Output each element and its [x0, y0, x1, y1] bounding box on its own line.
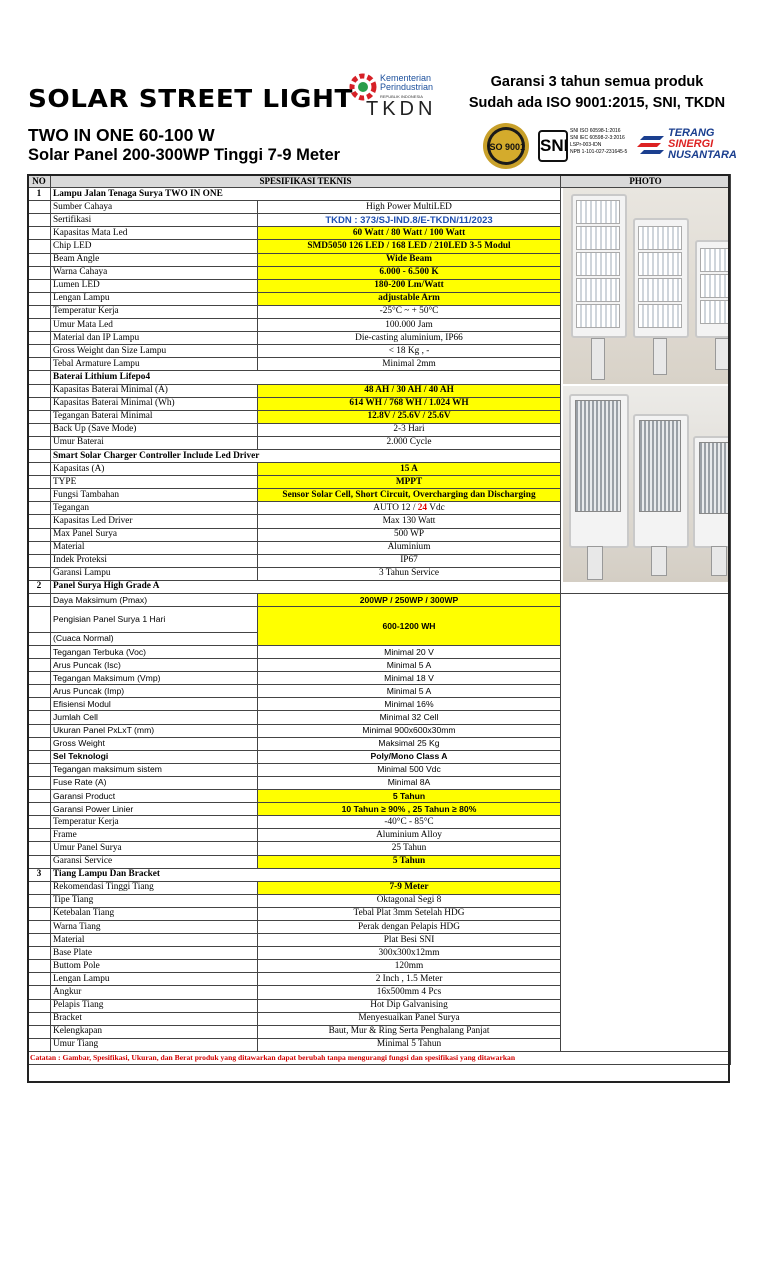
row-label: Gross Weight dan Size Lampu [51, 345, 258, 358]
led-module [638, 304, 682, 328]
table-row [28, 855, 731, 868]
row-label: Garansi Product [51, 790, 258, 803]
row-label: Buttom Pole [51, 960, 258, 973]
tkdn-ministry-text: Kementerian Perindustrian [380, 73, 434, 92]
row-value: Minimal 20 V [258, 646, 561, 659]
table-row [28, 737, 731, 750]
row-label: Angkur [51, 986, 258, 999]
row-value: Sensor Solar Cell, Short Circuit, Overcharging dan Discharging [258, 489, 561, 502]
row-value: 12.8V / 25.6V / 25.6V [258, 410, 561, 423]
tkdn-text: TKDN [366, 98, 437, 120]
sni-mark: SNI [538, 130, 568, 162]
sni-line: SNI ISO 60598-1:2016 [570, 128, 621, 134]
row-value: Minimal 2mm [258, 358, 561, 371]
row-value: Poly/Mono Class A [258, 750, 561, 763]
terang-sinergi-logo [636, 128, 736, 164]
row-label: Tegangan Baterai Minimal [51, 410, 258, 423]
row-value: 10 Tahun ≥ 90% , 25 Tahun ≥ 80% [258, 803, 561, 816]
row-label: Arus Puncak (Isc) [51, 659, 258, 672]
row-label: Max Panel Surya [51, 528, 258, 541]
row-label: Sel Teknologi [51, 750, 258, 763]
table-row [28, 934, 731, 947]
sni-lines [570, 128, 627, 156]
row-label: Lumen LED [51, 279, 258, 292]
section-title: Lampu Jalan Tenaga Surya TWO IN ONE [51, 188, 561, 201]
row-value: 16x500mm 4 Pcs [258, 986, 561, 999]
sni-line: LSPr-003-IDN [570, 142, 602, 148]
row-value: Aluminium Alloy [258, 829, 561, 842]
row-value: Minimal 16% [258, 698, 561, 711]
table-row [28, 947, 731, 960]
lamp-arm [651, 546, 667, 576]
lamp-arm [715, 338, 729, 370]
row-value: 2-3 Hari [258, 423, 561, 436]
row-value: Baut, Mur & Ring Serta Penghalang Panjat [258, 1025, 561, 1038]
led-module [638, 252, 682, 276]
lamp-arm [587, 546, 603, 580]
row-value: 60 Watt / 80 Watt / 100 Watt [258, 227, 561, 240]
row-value: 2.000 Cycle [258, 436, 561, 449]
lamp-arm [591, 338, 605, 380]
subtitle-panel: Solar Panel 200-300WP Tinggi 7-9 Meter [28, 146, 341, 164]
row-label: Temperatur Kerja [51, 305, 258, 318]
row-label: Bracket [51, 1012, 258, 1025]
row-value: SMD5050 126 LED / 168 LED / 210LED 3-5 Modul [258, 240, 561, 253]
row-value: 2 Inch , 1.5 Meter [258, 973, 561, 986]
row-value: Hot Dip Galvanising [258, 999, 561, 1012]
row-value: adjustable Arm [258, 292, 561, 305]
row-label: Pelapis Tiang [51, 999, 258, 1012]
tsn-line: SINERGI [668, 138, 714, 150]
table-row [28, 646, 731, 659]
iso-badge-icon [482, 122, 530, 170]
tkdn-country: REPUBLIK INDONESIA [380, 94, 423, 99]
table-row [28, 607, 731, 633]
row-value: Oktagonal Segi 8 [258, 894, 561, 907]
led-module [638, 226, 682, 250]
row-label: Arus Puncak (Imp) [51, 685, 258, 698]
row-label: Temperatur Kerja [51, 816, 258, 829]
row-label: Material [51, 934, 258, 947]
row-label: Kapasitas Baterai Minimal (A) [51, 384, 258, 397]
disclaimer-note: Catatan : Gambar, Spesifikasi, Ukuran, dan Berat produk yang ditawarkan dapat berubah tanpa mengurangi fungsi dan spesifikasi yang ditawarkan [28, 1051, 731, 1064]
row-label: Umur Mata Led [51, 319, 258, 332]
row-value: 7-9 Meter [258, 881, 561, 894]
row-label: Ketebalan Tiang [51, 907, 258, 920]
table-row [28, 960, 731, 973]
row-value: Wide Beam [258, 253, 561, 266]
row-value: < 18 Kg , - [258, 345, 561, 358]
row-value: TKDN : 373/SJ-IND.8/E-TKDN/11/2023 [258, 214, 561, 227]
note-row [28, 1051, 731, 1064]
led-module [700, 274, 731, 298]
row-label: Back Up (Save Mode) [51, 423, 258, 436]
row-label: Ukuran Panel PxLxT (mm) [51, 724, 258, 737]
lamp-arm [653, 338, 667, 375]
table-row [28, 750, 731, 763]
tsn-line: TERANG [668, 127, 715, 139]
table-row [28, 763, 731, 776]
table-row [28, 724, 731, 737]
row-label: Umur Tiang [51, 1038, 258, 1051]
row-value: 5 Tahun [258, 790, 561, 803]
section-no: 1 [28, 188, 51, 201]
row-label: Sumber Cahaya [51, 201, 258, 214]
iso-label: ISO 9001 [486, 142, 526, 152]
led-module [576, 200, 620, 224]
row-label: Garansi Lampu [51, 567, 258, 580]
table-row [28, 920, 731, 933]
table-row [28, 659, 731, 672]
table-row [28, 881, 731, 894]
table-row [28, 672, 731, 685]
row-label: Frame [51, 829, 258, 842]
row-value: Minimal 32 Cell [258, 711, 561, 724]
row-value: Plat Besi SNI [258, 934, 561, 947]
table-header [28, 175, 731, 188]
row-value: Minimal 500 Vdc [258, 763, 561, 776]
subsection-title: Smart Solar Charger Controller Include Led Driver [51, 449, 561, 462]
row-value: 200WP / 250WP / 300WP [258, 594, 561, 607]
table-row [28, 842, 731, 855]
row-label: Kapasitas Mata Led [51, 227, 258, 240]
row-value: 614 WH / 768 WH / 1.024 WH [258, 397, 561, 410]
section-no: 3 [28, 868, 51, 881]
row-value: Menyesuaikan Panel Surya [258, 1012, 561, 1025]
table-row [28, 1025, 731, 1038]
led-module [576, 226, 620, 250]
section-title: Panel Surya High Grade A [51, 580, 561, 593]
sni-line: SNI IEC 60598-2-3:2016 [570, 135, 625, 141]
sni-logo [538, 128, 633, 166]
row-label: Umur Panel Surya [51, 842, 258, 855]
row-value: Minimal 5 A [258, 659, 561, 672]
row-value: Max 130 Watt [258, 515, 561, 528]
row-label: Fuse Rate (A) [51, 776, 258, 789]
col-no: NO [28, 175, 51, 188]
led-module [576, 278, 620, 302]
table-row [28, 711, 731, 724]
tsn-text [668, 128, 737, 161]
row-value: Minimal 5 A [258, 685, 561, 698]
subtitle-power: TWO IN ONE 60-100 W [28, 125, 215, 145]
row-value: -25°C ~ + 50°C [258, 305, 561, 318]
table-row [28, 1012, 731, 1025]
row-value: Minimal 5 Tahun [258, 1038, 561, 1051]
heatsink [639, 420, 681, 512]
stripes-icon [636, 134, 664, 156]
row-label: Kelengkapan [51, 1025, 258, 1038]
row-value: IP67 [258, 554, 561, 567]
row-value: Maksimal 25 Kg [258, 737, 561, 750]
voltage-unit: Vdc [427, 502, 445, 513]
row-label: Tegangan [51, 502, 258, 515]
row-value: 300x300x12mm [258, 947, 561, 960]
table-row [28, 803, 731, 816]
col-photo: PHOTO [561, 175, 731, 188]
page-title: SOLAR STREET LIGHT [28, 84, 353, 113]
row-label: Warna Tiang [51, 920, 258, 933]
led-module [700, 300, 731, 324]
row-label: Garansi Service [51, 855, 258, 868]
tsn-line: NUSANTARA [668, 149, 737, 161]
row-value: 48 AH / 30 AH / 40 AH [258, 384, 561, 397]
row-value: Minimal 8A [258, 776, 561, 789]
row-value: 5 Tahun [258, 855, 561, 868]
row-label: Beam Angle [51, 253, 258, 266]
tkdn-ministry [380, 74, 456, 101]
col-spec: SPESIFIKASI TEKNIS [51, 175, 561, 188]
row-value: Minimal 18 V [258, 672, 561, 685]
row-label: Base Plate [51, 947, 258, 960]
row-label: Umur Baterai [51, 436, 258, 449]
row-label: Indek Proteksi [51, 554, 258, 567]
table-row [28, 907, 731, 920]
row-label: Tipe Tiang [51, 894, 258, 907]
led-module [638, 278, 682, 302]
row-label: Kapasitas Led Driver [51, 515, 258, 528]
table-row [28, 685, 731, 698]
row-label: TYPE [51, 476, 258, 489]
photo-lamps-front [563, 188, 731, 384]
row-value: Die-casting aluminium, IP66 [258, 332, 561, 345]
row-value: Tebal Plat 3mm Setelah HDG [258, 907, 561, 920]
row-label: Sertifikasi [51, 214, 258, 227]
row-label: Jumlah Cell [51, 711, 258, 724]
voltage-highlight: 24 [417, 502, 428, 513]
section-title: Tiang Lampu Dan Bracket [51, 868, 561, 881]
row-value: 100.000 Jam [258, 319, 561, 332]
row-label: Kapasitas Baterai Minimal (Wh) [51, 397, 258, 410]
row-value [258, 502, 561, 515]
voltage-text: AUTO 12 / [373, 502, 418, 513]
table-row [28, 790, 731, 803]
lamp-arm [711, 546, 727, 576]
row-value: 6.000 - 6.500 K [258, 266, 561, 279]
row-label: Rekomendasi Tinggi Tiang [51, 881, 258, 894]
tkdn-logo [348, 72, 456, 122]
row-value: 15 A [258, 463, 561, 476]
row-value: 3 Tahun Service [258, 567, 561, 580]
warranty-line-2: Sudah ada ISO 9001:2015, SNI, TKDN [468, 95, 726, 111]
table-row [28, 698, 731, 711]
warranty-line-1: Garansi 3 tahun semua produk [490, 74, 704, 90]
table-row [28, 999, 731, 1012]
row-label: Tegangan Terbuka (Voc) [51, 646, 258, 659]
row-label-cont: (Cuaca Normal) [51, 632, 258, 645]
row-value: Minimal 900x600x30mm [258, 724, 561, 737]
table-row [28, 973, 731, 986]
row-value: 120mm [258, 960, 561, 973]
row-value: Perak dengan Pelapis HDG [258, 920, 561, 933]
row-value: Aluminium [258, 541, 561, 554]
row-label: Lengan Lampu [51, 973, 258, 986]
table-row [28, 776, 731, 789]
section-1-header [28, 188, 731, 201]
row-label: Efisiensi Modul [51, 698, 258, 711]
row-label: Tegangan maksimum sistem [51, 763, 258, 776]
row-label: Chip LED [51, 240, 258, 253]
warranty-text [462, 72, 732, 114]
heatsink [699, 442, 731, 514]
section-3-header [28, 868, 731, 881]
row-value: 500 WP [258, 528, 561, 541]
section-no: 2 [28, 580, 51, 593]
photo-lamps-back [563, 384, 731, 582]
table-row [28, 816, 731, 829]
row-label: Daya Maksimum (Pmax) [51, 594, 258, 607]
table-row [28, 894, 731, 907]
row-label: Lengan Lampu [51, 292, 258, 305]
photo-column-1 [561, 188, 731, 594]
row-label: Fungsi Tambahan [51, 489, 258, 502]
row-label: Material [51, 541, 258, 554]
row-value: 25 Tahun [258, 842, 561, 855]
led-module [576, 252, 620, 276]
row-value: 180-200 Lm/Watt [258, 279, 561, 292]
row-value: 600-1200 WH [258, 607, 561, 646]
row-label: Gross Weight [51, 737, 258, 750]
subsection-title: Baterai Lithium Lifepo4 [51, 371, 561, 384]
row-value: MPPT [258, 476, 561, 489]
spec-table [27, 174, 731, 1065]
row-label: Tegangan Maksimum (Vmp) [51, 672, 258, 685]
row-label: Tebal Armature Lampu [51, 358, 258, 371]
led-module [576, 304, 620, 328]
heatsink [575, 400, 621, 512]
row-value: High Power MultiLED [258, 201, 561, 214]
led-module [700, 248, 731, 272]
table-row [28, 829, 731, 842]
row-label: Pengisian Panel Surya 1 Hari [51, 607, 258, 633]
table-row [28, 1038, 731, 1051]
row-label: Kapasitas (A) [51, 463, 258, 476]
table-row [28, 594, 731, 607]
table-row [28, 986, 731, 999]
row-label: Material dan IP Lampu [51, 332, 258, 345]
row-label: Warna Cahaya [51, 266, 258, 279]
sni-line: NPB 1-101-027-231645-5 [570, 149, 628, 155]
row-label: Garansi Power Linier [51, 803, 258, 816]
row-value: -40°C - 85°C [258, 816, 561, 829]
